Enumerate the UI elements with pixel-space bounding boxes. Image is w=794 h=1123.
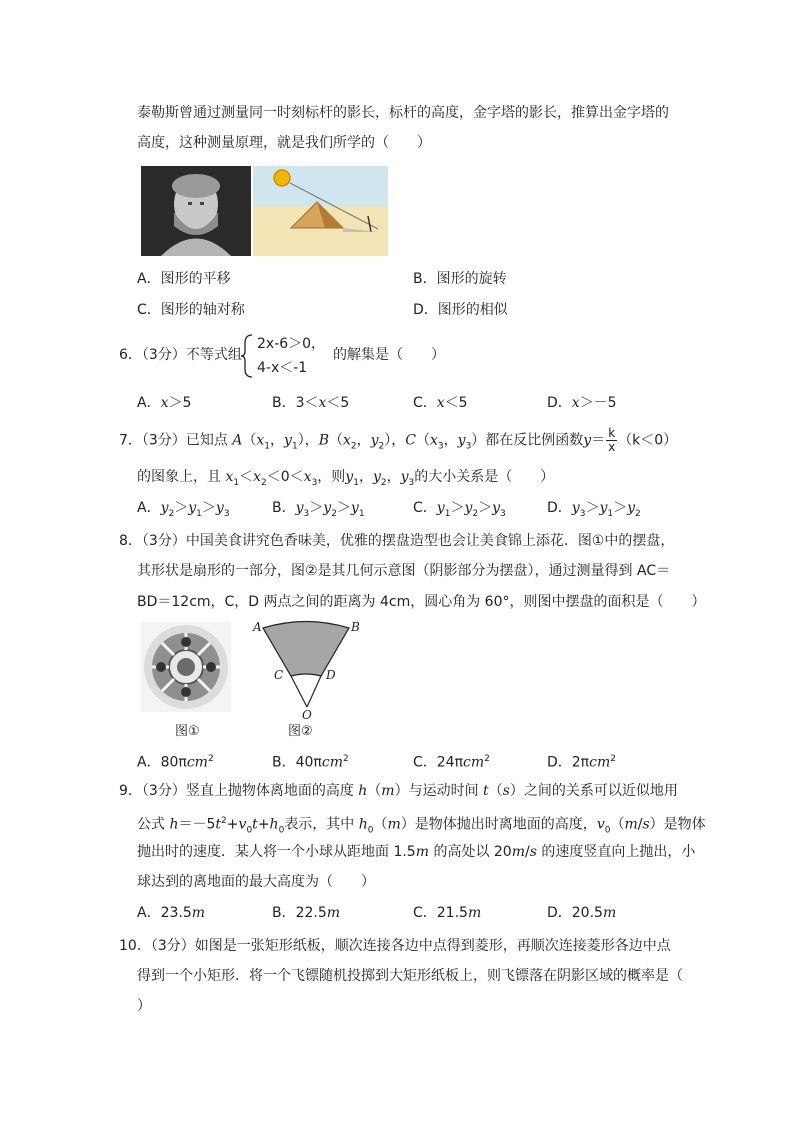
q6-option-d: D．x＞－5	[547, 395, 617, 411]
q8-option-c: C．24πcm$^2$	[413, 754, 490, 771]
q7-line2: 的图象上，且 $x_1<x_2<0<x_3$，则$y_1$，$y_2$，$y_3$的大小关系是（ ）	[137, 469, 555, 488]
q8-option-a: A．80πcm$^2$	[137, 754, 214, 771]
q9-line1: 9．（3分）竖直上抛物体离地面的高度 h（m）与运动时间 t（s）之间的关系可以近似地用	[119, 783, 678, 799]
fraction-k-over-x: $\frac{k}{x}$	[608, 426, 616, 454]
q6-option-b: B．3＜x＜5	[272, 395, 350, 411]
q10-line2: 得到一个小矩形．将一个飞镖随机投掷到大矩形纸板上，则飞镖落在阴影区域的概率是（	[137, 968, 683, 984]
q5-option-d: D．图形的相似	[413, 302, 508, 318]
q8-option-b: B．40πcm$^2$	[272, 754, 349, 771]
label-a: A	[253, 620, 262, 634]
label-c: C	[274, 668, 284, 682]
q5-line1: 泰勒斯曾通过测量同一时刻标杆的影长，标杆的高度，金字塔的影长，推算出金字塔的	[137, 105, 669, 121]
q9-line3: 抛出时的速度．某人将一个小球从距地面 1.5m 的高处以 20m/s 的速度竖直向上抛出，小	[137, 844, 696, 860]
label-d: D	[326, 668, 336, 682]
brace-icon	[240, 333, 254, 379]
fig1-caption: 图①	[175, 724, 200, 739]
food-plate-image	[141, 622, 231, 712]
q9-option-d: D．20.5m	[547, 905, 617, 921]
inequality-1: 2x-6＞0，	[257, 336, 326, 352]
q7-option-c: C．$y_1>y_2>y_3$	[413, 500, 506, 519]
pyramid-shadow-image	[253, 166, 388, 256]
q9-option-c: C．21.5m	[413, 905, 482, 921]
q5-line2: 高度，这种测量原理，就是我们所学的（ ）	[137, 135, 431, 151]
label-b: B	[351, 620, 360, 634]
inequality-2: 4-x＜-1	[257, 360, 308, 376]
q7-line1: 7．（3分）已知点 $A(x_1$，$y_1$），$B(x_2$，$y_2$），$C(x_3$，$y_3$）都在反比例函数y＝ $\frac{k}{x}$ （k＜0）	[119, 426, 678, 454]
sector-diagram	[250, 617, 365, 722]
q7-option-d: D．$y_3>y_1>y_2$	[547, 500, 641, 519]
q9-option-b: B．22.5m	[272, 905, 341, 921]
q8-line1: 8．（3分）中国美食讲究色香味美，优雅的摆盘造型也会让美食锦上添花．图①中的摆盘，	[119, 533, 675, 549]
q5-option-c: C．图形的轴对称	[137, 302, 245, 318]
q10-line3: ）	[137, 998, 151, 1014]
q7-option-b: B．$y_3>y_2>y_1$	[272, 500, 365, 519]
q10-line1: 10．（3分）如图是一张矩形纸板，顺次连接各边中点得到菱形，再顺次连接菱形各边中点	[119, 938, 671, 954]
thales-portrait-image	[141, 166, 251, 256]
q8-line2: 其形状是扇形的一部分，图②是其几何示意图（阴影部分为摆盘），通过测量得到 AC＝	[137, 563, 671, 579]
q9-option-a: A．23.5m	[137, 905, 206, 921]
q9-line4: 球达到的离地面的最大高度为（ ）	[137, 874, 375, 890]
q9-line2: 公式 $h=-5t^2+v_0t+h_0$表示，其中 $h_0(m)$是物体抛出时离地面的高度，$v_0(m/s)$是物体	[137, 816, 706, 836]
q7-option-a: A．$y_2>y_1>y_3$	[137, 500, 230, 519]
q6-prefix: 6．（3分）不等式组	[119, 347, 242, 363]
q6-suffix: 的解集是（ ）	[333, 347, 445, 363]
q8-option-d: D．2πcm$^2$	[547, 754, 616, 771]
q6-option-a: A．x＞5	[137, 395, 192, 411]
q5-option-b: B．图形的旋转	[413, 271, 507, 287]
q5-option-a: A．图形的平移	[137, 271, 231, 287]
label-o: O	[302, 708, 312, 722]
q6-option-c: C．x＜5	[413, 395, 468, 411]
q8-line3: BD＝12cm，C，D 两点之间的距离为 4cm，圆心角为 60°，则图中摆盘的面积是（ ）	[137, 594, 706, 610]
fig2-caption: 图②	[288, 724, 313, 739]
